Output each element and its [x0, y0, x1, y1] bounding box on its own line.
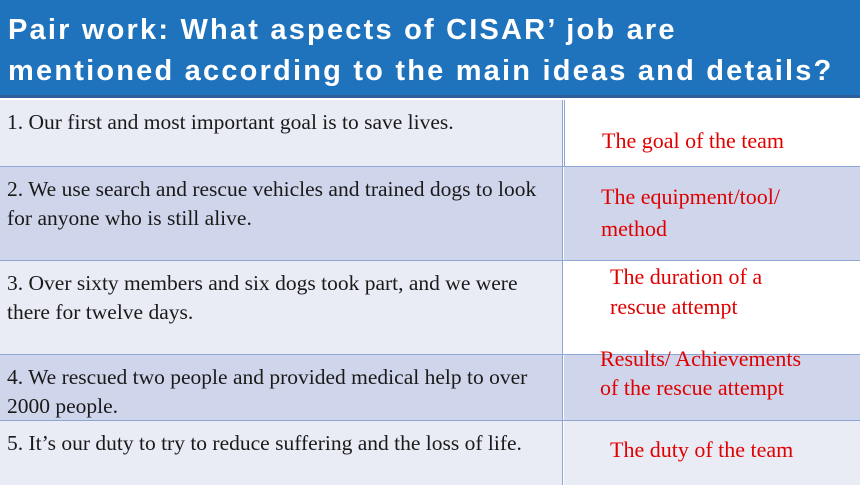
table-row	[0, 100, 860, 166]
answer-text-line-1: The duration of a	[610, 264, 763, 289]
sentence-cell	[0, 261, 563, 355]
sentence-cell	[0, 167, 563, 261]
table-row	[0, 346, 860, 421]
slide-title-line-2: mentioned according to the main ideas and details?	[8, 55, 834, 87]
answer-text: The duty of the team	[610, 437, 794, 462]
answer-text: The goal of the team	[602, 128, 785, 153]
slide-title-banner	[0, 0, 860, 98]
sentence-cell	[0, 355, 563, 421]
answer-text-line-2: method	[601, 216, 667, 241]
sentence-cell	[0, 100, 563, 166]
table-row	[0, 420, 860, 485]
sentence-text: 2. We use search and rescue vehicles and trained dogs to look for anyone who is still alive.	[7, 177, 537, 230]
sentence-text: 3. Over sixty members and six dogs took part, and we were there for twelve days.	[7, 271, 518, 324]
answer-cell	[564, 100, 860, 166]
answer-cell	[564, 421, 860, 485]
answer-text-line-1: The equipment/tool/	[601, 184, 781, 209]
answer-cell	[564, 346, 860, 421]
slide-title-line-1: Pair work: What aspects of CISAR’ job are	[8, 14, 677, 46]
table-row	[0, 166, 860, 261]
sentence-cell	[0, 421, 563, 485]
table-row	[0, 260, 860, 355]
answer-text-line-2: of the rescue attempt	[600, 375, 784, 400]
answer-text-line-2: rescue attempt	[610, 294, 738, 319]
answer-cell	[564, 261, 860, 355]
answer-cell	[564, 167, 860, 261]
answer-text-line-1: Results/ Achievements	[600, 346, 802, 371]
sentence-text: 1. Our first and most important goal is to save lives.	[7, 110, 454, 134]
sentence-text: 5. It’s our duty to try to reduce suffering and the loss of life.	[7, 431, 522, 455]
sentence-text: 4. We rescued two people and provided medical help to over 2000 people.	[7, 365, 528, 418]
aspects-table	[0, 100, 860, 484]
